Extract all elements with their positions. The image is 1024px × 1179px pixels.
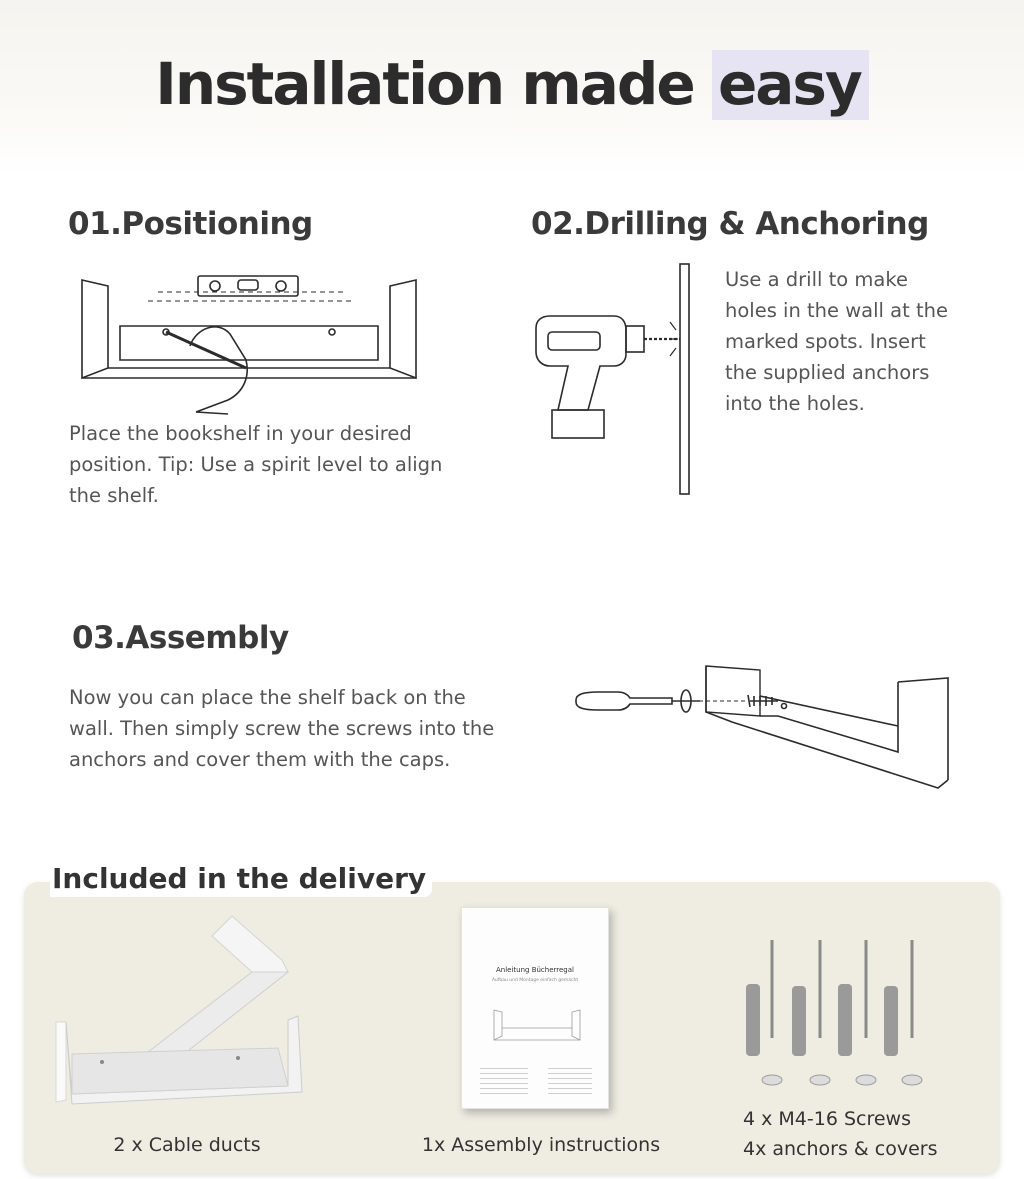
screws-caption-line-1: 4 x M4-16 Screws [743, 1108, 911, 1130]
title-main: Installation made [155, 50, 712, 118]
step-3-text [69, 682, 494, 775]
step-2-title: 02.Drilling & Anchoring [531, 206, 929, 242]
step-1-title: 01.Positioning [68, 206, 313, 242]
cable-ducts-caption: 2 x Cable ducts [113, 1134, 261, 1156]
assembly-illustration [572, 662, 954, 798]
booklet-shelf-sketch [490, 1006, 584, 1046]
screws-anchors-image [738, 934, 934, 1094]
page-title [0, 50, 1024, 118]
title-highlight: easy [712, 50, 869, 120]
delivery-title: Included in the delivery [50, 862, 432, 897]
step-1-line-1: Place the bookshelf in your desired [69, 422, 412, 445]
step-1-line-3: the shelf. [69, 484, 159, 507]
booklet-subtitle: Aufbau und Montage einfach gemacht [491, 978, 579, 983]
booklet-text-lines-left [480, 1068, 528, 1094]
step-1-line-2: position. Tip: Use a spirit level to align [69, 453, 443, 476]
step-2-line-5: into the holes. [725, 392, 865, 415]
instructions-caption: 1x Assembly instructions [421, 1134, 661, 1156]
step-2-line-3: marked spots. Insert [725, 330, 926, 353]
screws-caption [743, 1108, 938, 1160]
booklet-title: Anleitung Bücherregal [495, 966, 574, 974]
step-3-line-1: Now you can place the shelf back on the [69, 686, 466, 709]
step-3-line-2: wall. Then simply screw the screws into the [69, 717, 495, 740]
step-3-title: 03.Assembly [72, 620, 289, 656]
cable-ducts-image [52, 912, 322, 1112]
drilling-illustration [528, 260, 698, 500]
anchor-set [746, 984, 898, 1056]
step-3-line-3: anchors and cover them with the caps. [69, 748, 451, 771]
step-2-line-4: the supplied anchors [725, 361, 930, 384]
screws-caption-line-2: 4x anchors & covers [743, 1138, 938, 1160]
step-1-text [69, 418, 442, 511]
positioning-illustration [78, 268, 424, 418]
cover-set [762, 1075, 922, 1085]
step-2-line-1: Use a drill to make [725, 268, 908, 291]
step-2-line-2: holes in the wall at the [725, 299, 948, 322]
booklet-text-lines-right [548, 1068, 592, 1094]
step-2-text [725, 264, 948, 419]
instruction-booklet [461, 907, 609, 1109]
